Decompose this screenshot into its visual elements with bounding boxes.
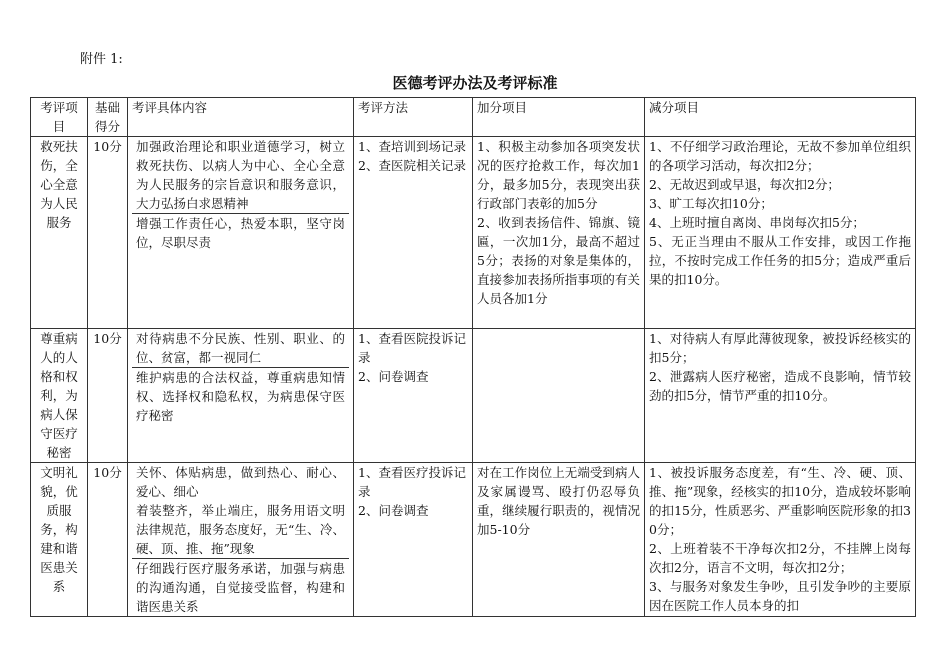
deduction-item: 4、上班时擅自离岗、串岗每次扣5分； bbox=[649, 215, 865, 230]
bonus-cell bbox=[473, 137, 645, 329]
content-cell bbox=[128, 329, 354, 463]
evaluation-table bbox=[30, 97, 916, 617]
method-item: 1、查看医疗投诉记录 bbox=[358, 465, 466, 499]
content-item: 关怀、体贴病患，做到热心、耐心、爱心、细心 bbox=[136, 465, 345, 499]
category-cell: 尊重病人的人格和权利，为病人保守医疗秘密 bbox=[31, 329, 88, 463]
deduction-cell bbox=[645, 137, 916, 329]
header-content: 考评具体内容 bbox=[128, 98, 354, 137]
document-title: 医德考评办法及考评标准 bbox=[392, 74, 558, 92]
content-group bbox=[132, 463, 349, 558]
score-cell: 10分 bbox=[88, 329, 128, 463]
content-cell bbox=[128, 137, 354, 329]
method-item: 1、查培训到场记录 bbox=[358, 139, 466, 154]
category-cell: 文明礼貌，优质服务，构建和谐医患关系 bbox=[31, 463, 88, 617]
table-row bbox=[31, 463, 916, 617]
deduction-item: 1、对待病人有厚此薄彼现象，被投诉经核实的扣5分； bbox=[649, 331, 911, 365]
header-deduction: 减分项目 bbox=[645, 98, 916, 137]
category-cell: 救死扶伤，全心全意为人民服务 bbox=[31, 137, 88, 329]
method-item: 2、问卷调查 bbox=[358, 369, 429, 384]
method-cell bbox=[354, 463, 473, 617]
content-item: 对待病患不分民族、性别、职业、的位、贫富，都一视同仁 bbox=[136, 331, 345, 365]
deduction-item: 2、上班着装不干净每次扣2分，不挂牌上岗每次扣2分，语言不文明，每次扣2分； bbox=[649, 541, 911, 575]
header-row bbox=[31, 98, 916, 137]
header-method: 考评方法 bbox=[354, 98, 473, 137]
content-item: 维护病患的合法权益，尊重病患知情权、选择权和隐私权，为病患保守医疗秘密 bbox=[132, 367, 349, 425]
content-cell bbox=[128, 463, 354, 617]
method-item: 2、问卷调查 bbox=[358, 503, 429, 518]
deduction-item: 3、旷工每次扣10分； bbox=[649, 196, 773, 211]
deduction-item: 1、不仔细学习政治理论，无故不参加单位组织的各项学习活动，每次扣2分； bbox=[649, 139, 911, 173]
header-bonus: 加分项目 bbox=[473, 98, 645, 137]
table-row bbox=[31, 137, 916, 329]
method-item: 2、查医院相关记录 bbox=[358, 158, 466, 173]
content-item: 着装整齐，举止端庄，服务用语文明法律规范，服务态度好，无“生、冷、硬、顶、推、拖”现象 bbox=[136, 503, 345, 556]
bonus-item: 1、积极主动参加各项突发状况的医疗抢救工作，每次加1分，最多加5分，表现突出获行政部门表彰的加5分 bbox=[477, 139, 640, 211]
header-base-score: 基础得分 bbox=[88, 98, 128, 137]
deduction-item: 3、与服务对象发生争吵，且引发争吵的主要原因在医院工作人员本身的扣 bbox=[649, 579, 911, 613]
content-item: 加强政治理论和职业道德学习，树立救死扶伤、以病人为中心、全心全意为人民服务的宗旨意识和服务意识，大力弘扬白求恩精神 bbox=[136, 139, 345, 211]
header-category: 考评项目 bbox=[31, 98, 88, 137]
annex-label: 附件 1: bbox=[80, 52, 123, 67]
deduction-cell bbox=[645, 463, 916, 617]
score-cell: 10分 bbox=[88, 463, 128, 617]
bonus-cell bbox=[473, 329, 645, 463]
method-cell bbox=[354, 329, 473, 463]
deduction-item: 1、被投诉服务态度差，有“生、冷、硬、顶、推、拖”现象，经核实的扣10分，造成较坏影响的扣15分，性质恶劣、严重影响医院形象的扣30分； bbox=[649, 465, 911, 537]
deduction-item: 2、泄露病人医疗秘密，造成不良影响，情节较劲的扣5分，情节严重的扣10分。 bbox=[649, 369, 911, 403]
method-item: 1、查看医院投诉记录 bbox=[358, 331, 466, 365]
deduction-cell bbox=[645, 329, 916, 463]
bonus-item: 对在工作岗位上无端受到病人及家属谩骂、殴打仍忍辱负重，继续履行职责的，视情况加5-10分 bbox=[477, 465, 640, 537]
table-row bbox=[31, 329, 916, 463]
score-cell: 10分 bbox=[88, 137, 128, 329]
method-cell bbox=[354, 137, 473, 329]
bonus-item: 2、收到表扬信件、锦旗、镜匾，一次加1分，最高不超过5分；表扬的对象是集体的，直接参加表扬所指事项的有关人员各加1分 bbox=[477, 215, 640, 306]
content-item: 仔细践行医疗服务承诺，加强与病患的沟通沟通，自觉接受监督，构建和谐医患关系 bbox=[132, 558, 349, 616]
deduction-item: 2、无故迟到或早退，每次扣2分； bbox=[649, 177, 840, 192]
bonus-cell bbox=[473, 463, 645, 617]
deduction-item: 5、无正当理由不服从工作安排，或因工作拖拉，不按时完成工作任务的扣5分；造成严重后果的扣10分。 bbox=[649, 234, 911, 287]
content-item: 增强工作责任心，热爱本职，坚守岗位，尽职尽责 bbox=[132, 213, 349, 252]
